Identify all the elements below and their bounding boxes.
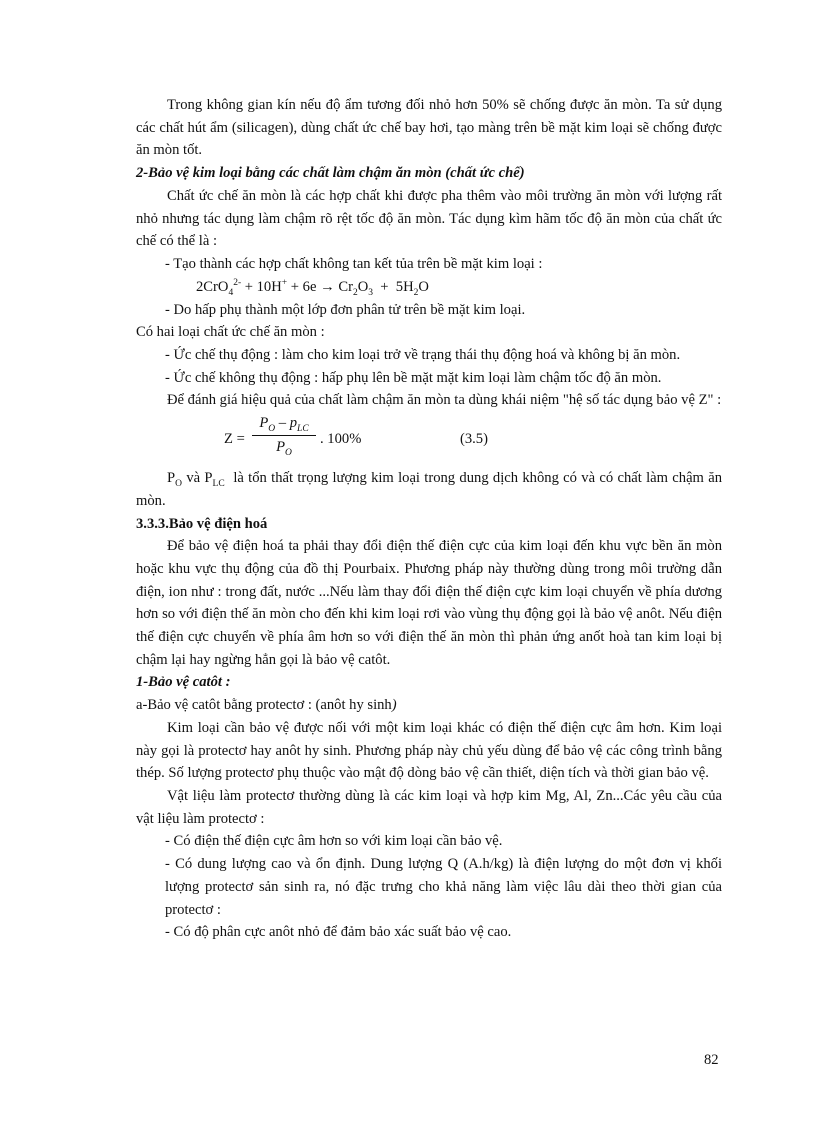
paragraph: Trong không gian kín nếu độ ẩm tương đối nhỏ hơn 50% sẽ chống được ăn mòn. Ta sử dụng các chất hút ẩm (silicagen), dùng chất ức chế bay hơi, tạo màng trên bề mặt kim loại sẽ chống được ăn mòn tốt. bbox=[136, 97, 722, 159]
paragraph: Để bảo vệ điện hoá ta phải thay đổi điện thế điện cực của kim loại đến khu vực bền ăn mòn hoặc khu vực thụ động của đồ thị Pourbaix. Phương pháp này thường dùng trong môi trường dẫn điện, ion như : trong đất, nước ...Nếu làm thay đổi điện thế điện cực kim loại chuyển về phía dương hơn so với điện thế ăn mòn cho đến khi kim loại rơi vào vùng thụ động gọi là bảo vệ anôt. Nếu điện thế điện cực chuyển về phía âm hơn so với điện thế ăn mòn thì phản ứng anốt hoà tan kim loại bị chậm lại hay ngừng hẳn gọi là bảo vệ catôt. bbox=[136, 538, 722, 668]
formula-lhs: Z = bbox=[224, 431, 245, 448]
bullet-item: - Có dung lượng cao và ổn định. Dung lượng Q (A.h/kg) là điện lượng do một đơn vị khối lượng protectơ sản sinh ra, nó đặc trưng cho khả năng làm việc lâu dài theo thời gian của protectơ : bbox=[165, 856, 722, 918]
fraction-denominator: $P_O$ bbox=[276, 439, 292, 459]
paragraph: Có hai loại chất ức chế ăn mòn : bbox=[136, 324, 325, 341]
section-heading: 3.3.3.Bảo vệ điện hoá bbox=[136, 515, 268, 532]
chemical-equation: $2CrO_4^{2-} + 10H^+ + 6e \to Cr_2O_3 + 5H_2O$ bbox=[196, 277, 429, 298]
bullet-item: - Có điện thế điện cực âm hơn so với kim loại cần bảo vệ. bbox=[165, 833, 503, 850]
formula-3-5 bbox=[136, 413, 722, 467]
paragraph: Chất ức chế ăn mòn là các hợp chất khi được pha thêm vào môi trường ăn mòn với lượng rất nhỏ nhưng tác dụng làm chậm rõ rệt tốc độ ăn mòn. Tác dụng kìm hãm tốc độ ăn mòn của chất ức chế có thể là : bbox=[136, 187, 722, 250]
subheading: a-Bảo vệ catôt bằng protectơ : (anôt hy sinh) bbox=[136, 697, 397, 714]
section-heading: 2-Bảo vệ kim loại bằng các chất làm chậm ăn mòn (chất ức chế) bbox=[136, 165, 525, 182]
fraction-numerator: $P_O - p_{LC}$ bbox=[252, 413, 316, 436]
document-page bbox=[136, 94, 722, 944]
formula-fraction bbox=[252, 413, 316, 458]
bullet-item: - Do hấp phụ thành một lớp đơn phân tử trên bề mặt kim loại. bbox=[165, 301, 526, 318]
subsection-heading: 1-Bảo vệ catôt : bbox=[136, 674, 231, 691]
bullet-item: - Ức chế thụ động : làm cho kim loại trở về trạng thái thụ động hoá và không bị ăn mòn. bbox=[165, 347, 681, 364]
paragraph: Để đánh giá hiệu quả của chất làm chậm ăn mòn ta dùng khái niệm "hệ số tác dụng bảo vệ Z" : bbox=[167, 392, 722, 409]
bullet-item: - Ức chế không thụ động : hấp phụ lên bề mặt mặt kim loại làm chậm tốc độ ăn mòn. bbox=[165, 369, 662, 386]
bullet-item: - Có độ phân cực anôt nhỏ để đảm bảo xác suất bảo vệ cao. bbox=[165, 924, 512, 941]
paragraph: Vật liệu làm protectơ thường dùng là các kim loại và hợp kim Mg, Al, Zn...Các yêu cầu của vật liệu làm protectơ : bbox=[136, 787, 722, 827]
page-number: 82 bbox=[704, 1052, 719, 1068]
paragraph: $P_O$ và $P_{LC}$ là tổn thất trọng lượng kim loại trong dung dịch không có và có chất làm chậm ăn mòn. bbox=[136, 470, 722, 509]
formula-rhs: . 100% bbox=[320, 431, 362, 448]
formula-number: (3.5) bbox=[460, 431, 488, 448]
bullet-item: - Tạo thành các hợp chất không tan kết tủa trên bề mặt kim loại : bbox=[165, 255, 543, 272]
paragraph: Kim loại cần bảo vệ được nối với một kim loại khác có điện thế điện cực âm hơn. Kim loại này gọi là protectơ hay anôt hy sinh. Phương pháp này chủ yếu dùng để bảo vệ các công trình bằng thép. Số lượng protectơ phụ thuộc vào mật độ dòng bảo vệ cần thiết, diện tích và thời gian bảo vệ. bbox=[136, 719, 722, 782]
